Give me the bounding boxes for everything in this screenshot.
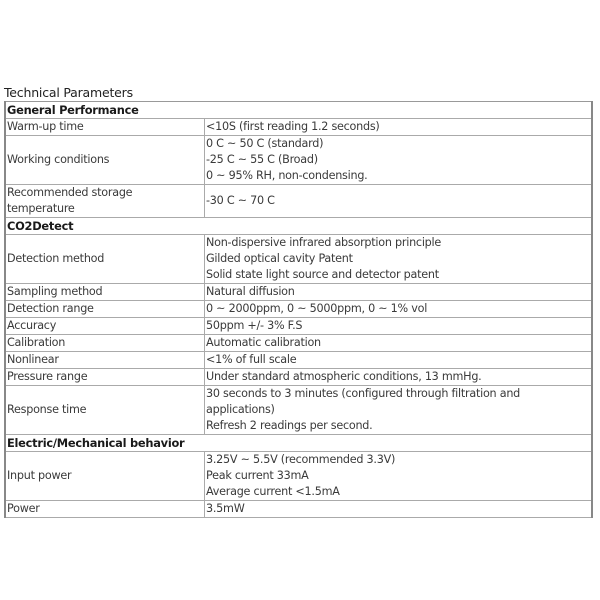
param-value-line: 0 C ~ 50 C (standard): [206, 137, 324, 150]
param-value: [205, 369, 593, 386]
param-value-line: 3.25V ~ 5.5V (recommended 3.3V): [206, 453, 396, 466]
param-name: Recommended storage temperature: [5, 185, 205, 218]
param-name: Response time: [5, 386, 205, 435]
spec-table: [4, 101, 593, 518]
param-value-line: Natural diffusion: [206, 285, 295, 298]
param-name: Working conditions: [5, 136, 205, 185]
param-value-line: 0 ~ 2000ppm, 0 ~ 5000ppm, 0 ~ 1% vol: [206, 302, 428, 315]
section-header-row: [5, 102, 592, 119]
param-value: [205, 185, 593, 218]
section-header-row: [5, 218, 592, 235]
section-header: Electric/Mechanical behavior: [5, 435, 592, 452]
param-value-line: Peak current 33mA: [206, 469, 309, 482]
param-value-line: 30 seconds to 3 minutes (configured through filtration and applications): [206, 387, 521, 416]
table-row: [5, 352, 592, 369]
table-row: [5, 386, 592, 435]
table-row: [5, 235, 592, 284]
param-value: [205, 386, 593, 435]
param-value-line: Non-dispersive infrared absorption principle: [206, 236, 442, 249]
table-row: [5, 369, 592, 386]
param-value-line: Average current <1.5mA: [206, 485, 340, 498]
table-row: [5, 335, 592, 352]
param-value-line: 50ppm +/- 3% F.S: [206, 319, 303, 332]
param-name: Detection method: [5, 235, 205, 284]
param-value-line: Under standard atmospheric conditions, 13 mmHg.: [206, 370, 482, 383]
param-value-line: 0 ~ 95% RH, non-condensing.: [206, 169, 368, 182]
param-value: [205, 235, 593, 284]
param-value: [205, 284, 593, 301]
param-name: Calibration: [5, 335, 205, 352]
table-row: [5, 452, 592, 501]
param-name: Nonlinear: [5, 352, 205, 369]
param-value-line: -25 C ~ 55 C (Broad): [206, 153, 318, 166]
param-name: Accuracy: [5, 318, 205, 335]
param-value: [205, 501, 593, 518]
table-row: [5, 301, 592, 318]
table-row: [5, 119, 592, 136]
section-header: CO2Detect: [5, 218, 592, 235]
param-value: [205, 335, 593, 352]
param-name: Detection range: [5, 301, 205, 318]
page-title: Technical Parameters: [4, 85, 133, 100]
param-value-line: <10S (first reading 1.2 seconds): [206, 120, 380, 133]
section-header-row: [5, 435, 592, 452]
param-value: [205, 352, 593, 369]
table-row: [5, 501, 592, 518]
param-value-line: <1% of full scale: [206, 353, 297, 366]
param-value: [205, 452, 593, 501]
section-header: General Performance: [5, 102, 592, 119]
table-row: [5, 136, 592, 185]
param-value-line: Refresh 2 readings per second.: [206, 419, 373, 432]
param-value-line: -30 C ~ 70 C: [206, 194, 275, 207]
param-name: Warm-up time: [5, 119, 205, 136]
param-name: Input power: [5, 452, 205, 501]
param-name: Sampling method: [5, 284, 205, 301]
param-value-line: 3.5mW: [206, 502, 245, 515]
table-row: [5, 284, 592, 301]
param-value-line: Solid state light source and detector patent: [206, 268, 439, 281]
param-value-line: Automatic calibration: [206, 336, 321, 349]
table-row: [5, 318, 592, 335]
param-value: [205, 318, 593, 335]
param-value: [205, 301, 593, 318]
param-value: [205, 136, 593, 185]
param-value-line: Gilded optical cavity Patent: [206, 252, 353, 265]
table-row: [5, 185, 592, 218]
param-value: [205, 119, 593, 136]
param-name: Power: [5, 501, 205, 518]
param-name: Pressure range: [5, 369, 205, 386]
